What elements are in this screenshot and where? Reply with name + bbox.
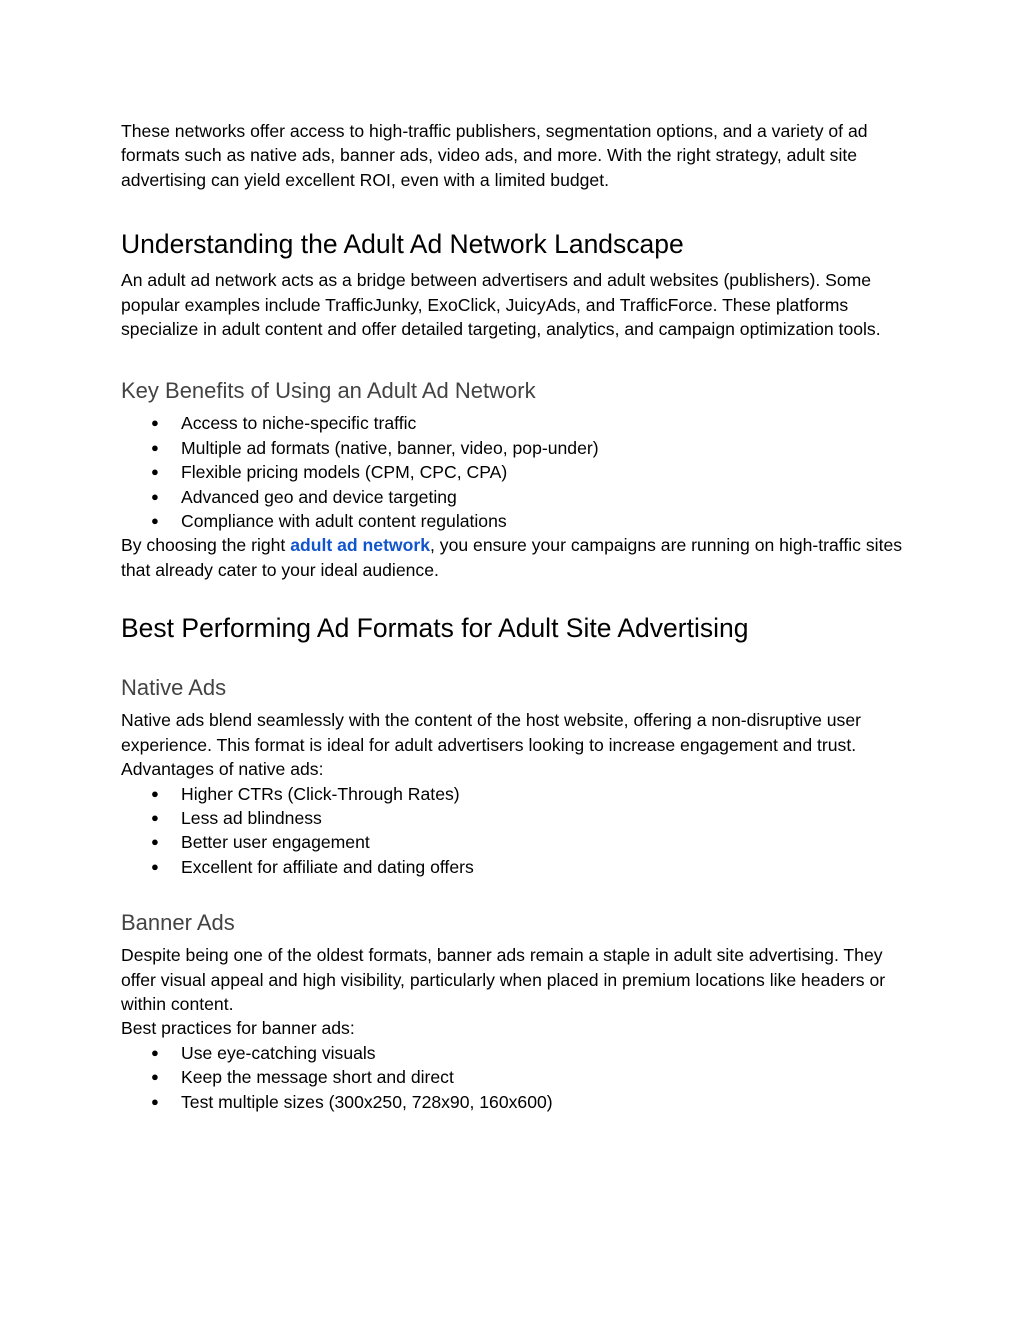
banner-ads-list bbox=[121, 1041, 914, 1114]
adult-ad-network-link[interactable]: adult ad network bbox=[290, 535, 430, 556]
list-item: ● Test multiple sizes (300x250, 728x90, 160x600) bbox=[121, 1090, 914, 1114]
heading-banner-ads: Banner Ads bbox=[121, 910, 235, 936]
heading-native-ads: Native Ads bbox=[121, 675, 227, 701]
list-item: ● Access to niche-specific traffic bbox=[121, 411, 914, 435]
list-item: ● Compliance with adult content regulations bbox=[121, 509, 914, 533]
list-item: ● Keep the message short and direct bbox=[121, 1065, 914, 1089]
heading-ad-network-landscape: Understanding the Adult Ad Network Landscape bbox=[121, 229, 684, 260]
native-ads-paragraph: Native ads blend seamlessly with the content of the host website, offering a non-disruptive user experience. This format is ideal for adult advertisers looking to increase engagement and trust. bbox=[121, 710, 862, 755]
bullet-icon: ● bbox=[151, 834, 159, 850]
list-item: ● Flexible pricing models (CPM, CPC, CPA) bbox=[121, 460, 914, 484]
heading-key-benefits: Key Benefits of Using an Adult Ad Network bbox=[121, 378, 536, 404]
intro-paragraph: These networks offer access to high-traffic publishers, segmentation options, and a variety of ad formats such as native ads, banner ads, video ads, and more. With the right strategy, adult site advertising can yield excellent ROI, even with a limited budget. bbox=[121, 121, 868, 190]
banner-ads-list-intro: Best practices for banner ads: bbox=[121, 1018, 355, 1039]
bullet-icon: ● bbox=[151, 415, 159, 431]
bullet-icon: ● bbox=[151, 1044, 159, 1060]
bullet-icon: ● bbox=[151, 1093, 159, 1109]
bullet-icon: ● bbox=[151, 439, 159, 455]
list-item: ● Higher CTRs (Click-Through Rates) bbox=[121, 782, 914, 806]
bullet-icon: ● bbox=[151, 1069, 159, 1085]
landscape-paragraph: An adult ad network acts as a bridge between advertisers and adult websites (publishers). Some popular examples include TrafficJunky, ExoClick, JuicyAds, and TrafficForce. These platforms specialize in adult content and offer detailed targeting, analytics, and campaign optimization tools. bbox=[121, 270, 881, 340]
closing-paragraph: By choosing the right adult ad network, you ensure your campaigns are running on high-traffic sites that already cater to your ideal audience. bbox=[121, 535, 903, 580]
bullet-icon: ● bbox=[151, 858, 159, 874]
list-item: ● Less ad blindness bbox=[121, 806, 914, 830]
bullet-icon: ● bbox=[151, 464, 159, 480]
heading-best-ad-formats: Best Performing Ad Formats for Adult Site Advertising bbox=[121, 613, 749, 644]
key-benefits-list bbox=[121, 411, 914, 533]
native-ads-list-intro: Advantages of native ads: bbox=[121, 759, 324, 780]
banner-ads-paragraph: Despite being one of the oldest formats, banner ads remain a staple in adult site advertising. They offer visual appeal and high visibility, particularly when placed in premium locations like headers or within content. bbox=[121, 945, 886, 1014]
list-item: ● Better user engagement bbox=[121, 830, 914, 854]
bullet-icon: ● bbox=[151, 488, 159, 504]
bullet-icon: ● bbox=[151, 785, 159, 801]
bullet-icon: ● bbox=[151, 513, 159, 529]
list-item: ● Advanced geo and device targeting bbox=[121, 485, 914, 509]
list-item: ● Use eye-catching visuals bbox=[121, 1041, 914, 1065]
bullet-icon: ● bbox=[151, 809, 159, 825]
list-item: ● Excellent for affiliate and dating offers bbox=[121, 855, 914, 879]
list-item: ● Multiple ad formats (native, banner, video, pop-under) bbox=[121, 436, 914, 460]
native-ads-list bbox=[121, 782, 914, 880]
